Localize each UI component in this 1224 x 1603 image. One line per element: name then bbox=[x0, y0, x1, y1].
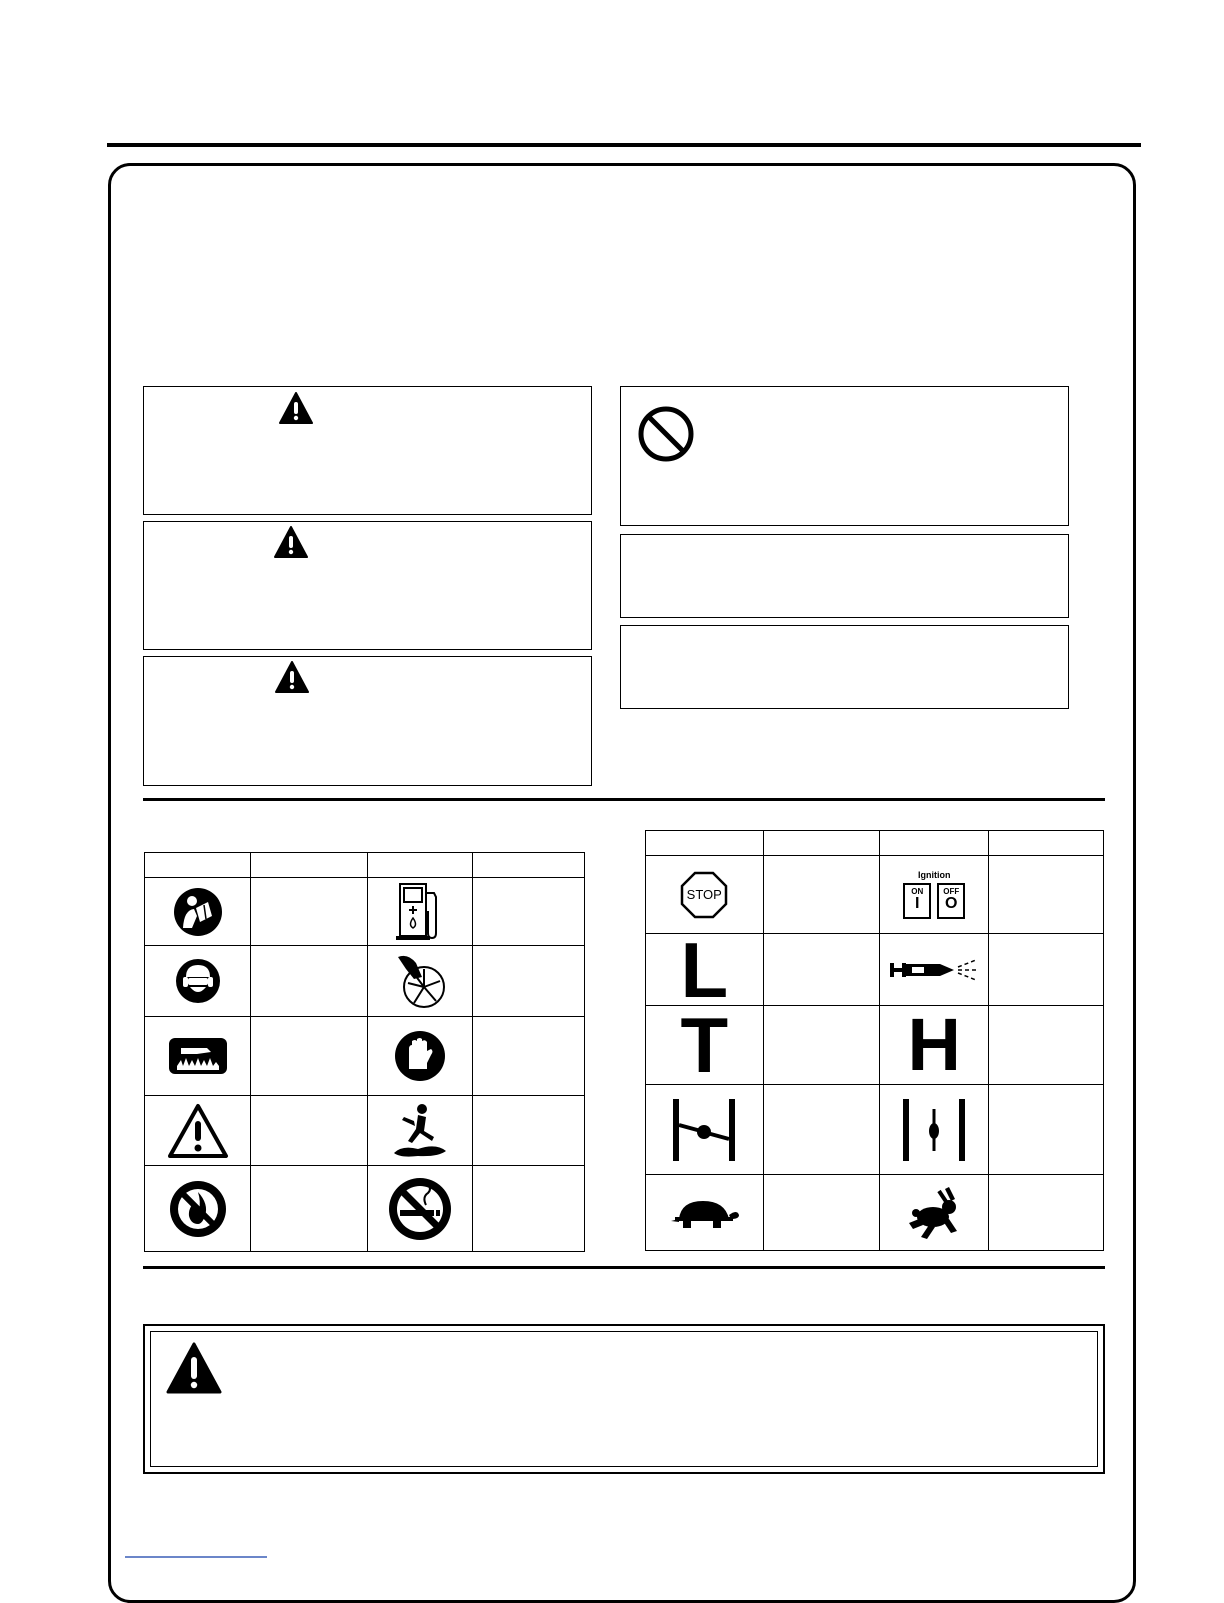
description-cell bbox=[472, 1166, 584, 1252]
prohibition-box bbox=[620, 386, 1069, 526]
description-cell bbox=[251, 946, 368, 1017]
description-cell bbox=[989, 934, 1104, 1006]
bottom-warning-inner bbox=[150, 1331, 1098, 1467]
description-cell bbox=[763, 1085, 880, 1175]
description-cell bbox=[472, 1017, 584, 1096]
table-row bbox=[646, 856, 1104, 934]
description-cell bbox=[989, 1006, 1104, 1085]
description-cell bbox=[763, 934, 880, 1006]
slow-turtle-icon bbox=[667, 1195, 741, 1231]
header-cell bbox=[763, 831, 880, 856]
header-cell bbox=[880, 831, 989, 856]
slip-hazard-icon bbox=[388, 1103, 452, 1159]
ignition-switch-icon bbox=[896, 870, 972, 919]
low-speed-needle-icon: L bbox=[680, 925, 729, 1014]
description-cell bbox=[763, 1006, 880, 1085]
off-glyph: O bbox=[945, 895, 958, 912]
header-cell bbox=[368, 853, 472, 878]
header-cell bbox=[646, 831, 764, 856]
on-glyph: I bbox=[915, 895, 920, 912]
off-label: OFF bbox=[943, 887, 960, 896]
idle-adjust-icon: T bbox=[680, 1001, 729, 1089]
off-switch bbox=[937, 883, 965, 919]
no-smoking-icon bbox=[386, 1175, 454, 1243]
description-cell bbox=[472, 946, 584, 1017]
prohibition-icon bbox=[637, 405, 695, 463]
stop-icon bbox=[680, 871, 728, 919]
table-row bbox=[145, 946, 585, 1017]
eye-ear-head-protection-icon bbox=[174, 957, 222, 1005]
description-cell bbox=[251, 878, 368, 946]
table-row bbox=[145, 1017, 585, 1096]
warning-triangle-icon bbox=[166, 1342, 222, 1394]
table-row bbox=[145, 1096, 585, 1166]
description-cell bbox=[251, 1017, 368, 1096]
header-cell bbox=[472, 853, 584, 878]
wear-gloves-icon bbox=[393, 1029, 447, 1083]
fuel-pump-icon bbox=[392, 881, 448, 943]
table-row bbox=[145, 878, 585, 946]
notice-box bbox=[620, 534, 1069, 618]
no-open-flame-icon bbox=[167, 1178, 229, 1240]
header-cell bbox=[989, 831, 1104, 856]
warning-triangle-icon bbox=[274, 526, 308, 558]
table-row bbox=[646, 1085, 1104, 1175]
table-header-row bbox=[145, 853, 585, 878]
description-cell bbox=[472, 1096, 584, 1166]
warning-triangle-icon bbox=[279, 392, 313, 424]
right-symbol-table bbox=[645, 830, 1104, 1251]
description-cell bbox=[251, 1096, 368, 1166]
description-cell bbox=[989, 1085, 1104, 1175]
header-cell bbox=[145, 853, 251, 878]
left-symbol-table bbox=[144, 852, 585, 1252]
table-row bbox=[646, 934, 1104, 1006]
signal-box-danger bbox=[143, 386, 592, 515]
high-speed-needle-icon: H bbox=[907, 1003, 961, 1086]
footer-link-underline[interactable] bbox=[125, 1556, 267, 1558]
note-box bbox=[620, 625, 1069, 709]
signal-box-warning bbox=[143, 521, 592, 650]
description-cell bbox=[472, 878, 584, 946]
bottom-warning-box bbox=[143, 1324, 1105, 1474]
table-row bbox=[646, 1006, 1104, 1085]
description-cell bbox=[763, 1175, 880, 1251]
table-row bbox=[646, 1175, 1104, 1251]
primer-bulb-icon bbox=[888, 957, 980, 983]
table-row bbox=[145, 1166, 585, 1252]
hot-surface-icon bbox=[167, 1036, 229, 1076]
fast-rabbit-icon bbox=[905, 1185, 963, 1241]
choke-closed-icon bbox=[669, 1097, 739, 1163]
general-warning-icon bbox=[167, 1103, 229, 1159]
description-cell bbox=[763, 856, 880, 934]
hand-in-rotor-icon bbox=[392, 951, 448, 1011]
on-switch bbox=[903, 883, 931, 919]
table-header-row bbox=[646, 831, 1104, 856]
warning-triangle-icon bbox=[275, 661, 309, 693]
read-manual-icon bbox=[172, 886, 224, 938]
stop-label: STOP bbox=[686, 886, 722, 902]
choke-open-icon bbox=[899, 1097, 969, 1163]
section-rule-top bbox=[143, 798, 1105, 801]
description-cell bbox=[989, 856, 1104, 934]
description-cell bbox=[989, 1175, 1104, 1251]
header-cell bbox=[251, 853, 368, 878]
ignition-label: Ignition bbox=[917, 870, 951, 880]
signal-box-caution bbox=[143, 656, 592, 786]
on-label: ON bbox=[911, 887, 924, 896]
section-rule-bottom bbox=[143, 1266, 1105, 1269]
description-cell bbox=[251, 1166, 368, 1252]
header-rule bbox=[107, 143, 1141, 147]
